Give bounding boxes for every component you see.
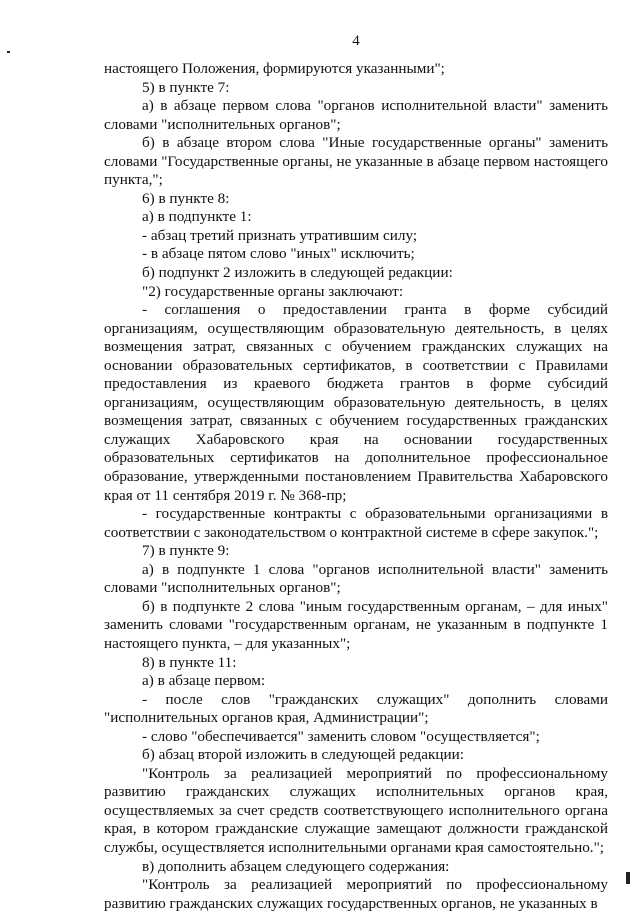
paragraph: "2) государственные органы заключают: xyxy=(142,282,404,300)
paragraph: 7) в пункте 9: xyxy=(142,542,230,560)
scan-speck xyxy=(7,51,10,53)
paragraph: - государственные контракты с образовательными организациями в соответствии с законодательством о контрактной системе в сфере закупок."; xyxy=(104,505,608,541)
paragraph: а) в абзаце первом слова "органов исполнительной власти" заменить словами "исполнительных органов"; xyxy=(104,97,608,133)
paragraph: в) дополнить абзацем следующего содержания: xyxy=(142,857,450,875)
paragraph: 5) в пункте 7: xyxy=(142,78,230,96)
paragraph: - после слов "гражданских служащих" дополнить словами "исполнительных органов края, Администрации"; xyxy=(104,690,608,727)
paragraph: б) в подпункте 2 слова "иным государственным органам, – для иных" заменить словами "государственным органам, не указанным в подпункте 1 настоящего пункта, – для указанных"; xyxy=(104,597,608,652)
paragraph: - соглашения о предоставлении гранта в форме субсидий организациям, осуществляющим образовательную деятельность, в целях возмещения затрат, связанных с обучением гражданских служащих на основании образовательных сертификатов, в соответствии с Правилами предоставления из краевого бюджета грантов в форме субсидий организациям, осуществляющим образовательную деятельность, в целях возмещения затрат, связанных с обучением государственных гражданских служащих Хабаровского края на основании государственных образовательных сертификатов на дополнительное профессиональное образование, утвержденными постановлением Правительства Хабаровского края от 11 сентября 2019 г. № 368-пр; xyxy=(104,301,608,504)
paragraph: "Контроль за реализацией мероприятий по профессиональному развитию гражданских служащих исполнительных органов края, осуществляемых за счет средств соответствующего исполнительного органа края, в котором гражданские служащие замещают должности гражданской службы, осуществляется исполнительными органами края самостоятельно."; xyxy=(104,764,608,856)
paragraph: а) в абзаце первом: xyxy=(142,672,266,690)
paragraph: - в абзаце пятом слово "иных" исключить; xyxy=(142,245,415,263)
document-body xyxy=(104,60,608,913)
paragraph: а) в подпункте 1 слова "органов исполнительной власти" заменить словами "исполнительных органов"; xyxy=(104,560,608,597)
paragraph: "Контроль за реализацией мероприятий по профессиональному развитию гражданских служащих государственных органов, не указанных в xyxy=(104,876,608,912)
paragraph: настоящего Положения, формируются указанными"; xyxy=(104,60,445,77)
paragraph: 8) в пункте 11: xyxy=(142,653,237,671)
paragraph: а) в подпункте 1: xyxy=(142,208,252,226)
paragraph: - абзац третий признать утратившим силу; xyxy=(142,226,418,244)
paragraph: - слово "обеспечивается" заменить словом "осуществляется"; xyxy=(142,727,540,745)
paragraph: 6) в пункте 8: xyxy=(142,189,230,207)
paragraph: б) подпункт 2 изложить в следующей редакции: xyxy=(142,264,453,282)
scan-speck xyxy=(626,872,630,884)
paragraph: б) в абзаце втором слова "Иные государственные органы" заменить словами "Государственные органы, не указанные в абзаце первом настоящего пункта,"; xyxy=(104,134,608,189)
paragraph: б) абзац второй изложить в следующей редакции: xyxy=(142,746,464,764)
page-number: 4 xyxy=(352,33,360,49)
